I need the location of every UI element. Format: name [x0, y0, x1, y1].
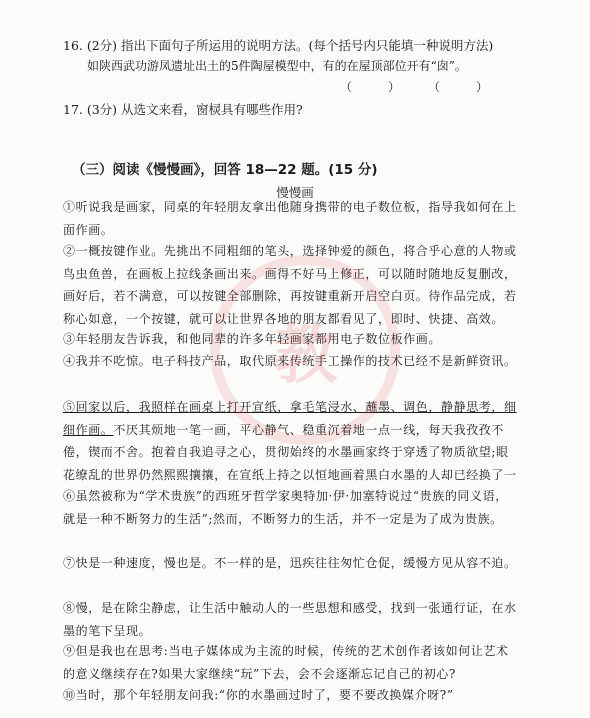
paragraph-4: ④我并不吃惊。电子科技产品，取代原来传统手工操作的技术已经不是新鲜资讯。: [63, 354, 517, 368]
answer-blank-1[interactable]: （ ）: [340, 80, 401, 94]
watermark-seal: [210, 255, 400, 445]
paragraph-8: ⑧慢，是在除尘静虑，让生活中触动人的一些思想和感受，找到一张通行证，在水墨的笔下呈现。: [63, 601, 517, 638]
paragraph-6: ⑥虽然被称为“学术贵族”的西班牙哲学家奥特加·伊·加塞特说过“贵族的同义语，就是一种不断努力的生活”;然而，不断努力的生活，并不一定是为了成为贵族。: [63, 489, 508, 526]
paragraph-1: ①听说我是画家，同桌的年轻朋友拿出他随身携带的电子数位板，指导我如何在上面作画。: [63, 200, 517, 237]
paragraph-9: ⑨但是我也在思考:当电子媒体成为主流的时候，传统的艺术创作者该如何让艺术的意义继续存在?如果大家继续“玩”下去，会不会逐渐忘记自己的初心?: [63, 644, 509, 681]
paragraph-3: ③年轻朋友告诉我，和他同辈的许多年轻画家都用电子数位板作画。: [63, 332, 442, 346]
answer-blank-2[interactable]: （ ）: [428, 80, 489, 94]
watermark-glyph: 教: [273, 319, 337, 393]
paragraph-5-rest: 不厌其烦地一笔一画，平心静气、稳重沉着地一点一线，每天我孜孜不倦，锲而不舍。抱着自我追寻之心，贯彻始终的水墨画家终于穿透了物质欲望;眼花缭乱的世界仍然熙熙攘攘，在宣纸上持之以恒地画着黑白水墨的人却已经换了一: [63, 422, 517, 482]
paragraph-10: ⑩当时，那个年轻朋友问我:“你的水墨画过时了，要不要改换媒介呀?”: [63, 688, 454, 702]
paragraph-2: ②一概按键作业。先挑出不同粗细的笔头，选择钟爱的颜色，将合乎心意的人物或鸟虫鱼兽，在画板上拉线条画出来。画得不好马上修正，可以随时随地反复删改，画好后，若不满意，可以按键全部删除，再按键重新开启空白页。待作品完成，若称心如意，一个按键，就可以让世界各地的朋友都看见了，即时、快捷、高效。: [63, 244, 517, 326]
section-heading: （三）阅读《慢慢画》，回答 18—22 题。(15 分): [72, 162, 378, 178]
paragraph-7: ⑦快是一种速度，慢也是。不一样的是，迅疾往往匆忙仓促，缓慢方见从容不迫。: [63, 556, 517, 570]
question-17: 17. (3分) 从选文来看，窗棂具有哪些作用?: [63, 102, 303, 117]
question-16: 16. (2分) 指出下面句子所运用的说明方法。(每个括号内只能填一种说明方法): [63, 38, 494, 53]
question-16-example: 如陕西武功游凤遗址出土的5件陶屋模型中，有的在屋顶部位开有“囱”。: [87, 59, 467, 73]
article-title: 慢慢画: [276, 185, 314, 200]
paragraph-5-underlined: ⑤回家以后，我照样在画桌上打开宣纸，拿毛笔浸水、蘸墨、调色，静静思考，细细作画。: [63, 400, 517, 437]
